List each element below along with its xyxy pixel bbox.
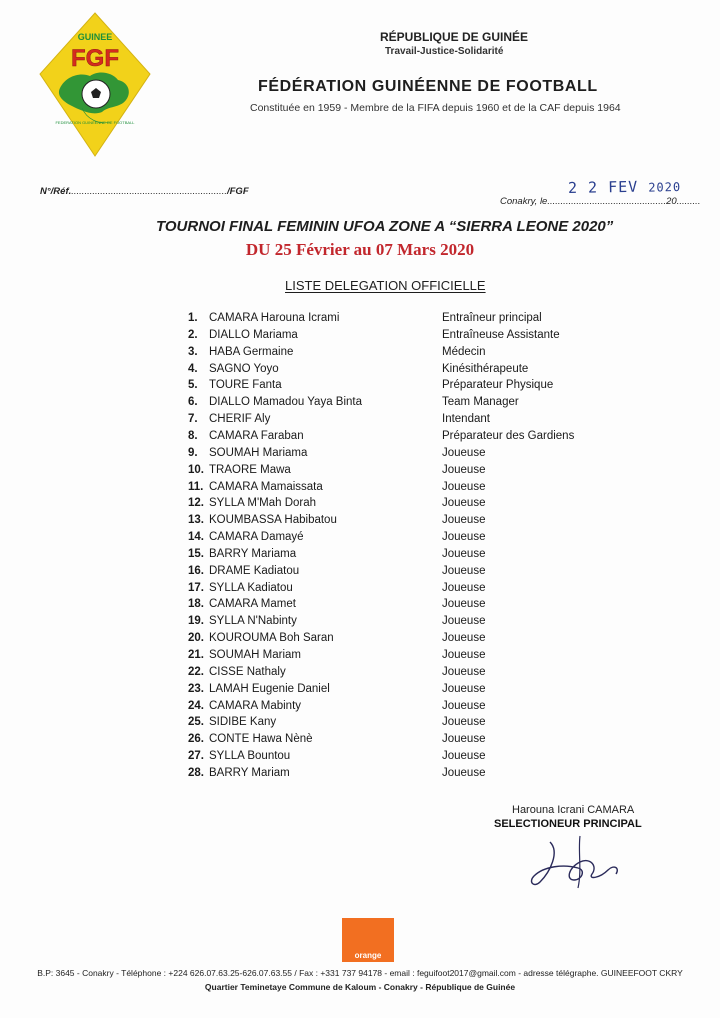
list-item (0, 514, 720, 531)
list-item (0, 346, 720, 363)
ref-dots: ........................................................... (71, 186, 227, 197)
list-item-name: SOUMAH Mariam (209, 649, 302, 661)
orange-sponsor-logo (342, 918, 394, 962)
list-item-number: 17. (188, 581, 204, 594)
footer-address: Quartier Teminetaye Commune de Kaloum - Conakry - République de Guinée (204, 982, 516, 992)
list-item-role: Intendant (442, 413, 490, 426)
stamp-day: 2 2 (567, 178, 599, 197)
list-item-number: 12. (188, 497, 204, 510)
list-item-number: 6. (188, 396, 198, 409)
list-item-role: Joueuse (442, 564, 486, 577)
list-item-name: BARRY Mariam (209, 766, 290, 779)
list-item (0, 632, 720, 649)
list-item-name: SYLLA Kadiatou (209, 581, 293, 594)
list-item-name: KOUMBASSA Habibatou (209, 514, 337, 527)
list-item-name: CISSE Nathaly (209, 665, 286, 678)
list-item (0, 329, 720, 346)
list-item-name: CONTE Hawa Nènè (209, 733, 313, 746)
signatory-title: SELECTIONEUR PRINCIPAL (494, 818, 642, 830)
list-item-number: 7. (188, 413, 198, 426)
list-item-role: Joueuse (442, 514, 486, 527)
list-item-number: 5. (188, 379, 198, 392)
list-item (0, 700, 720, 717)
ref-suffix: /FGF (226, 186, 249, 197)
list-item (0, 615, 720, 632)
list-item (0, 733, 720, 750)
list-item (0, 582, 720, 599)
list-item (0, 716, 720, 733)
list-item-name: DIALLO Mamadou Yaya Binta (209, 396, 362, 409)
list-item-role: Joueuse (442, 716, 486, 729)
list-item (0, 683, 720, 700)
list-item-name: BARRY Mariama (209, 547, 297, 560)
list-item (0, 481, 720, 498)
list-item-name: SIDIBE Kany (209, 716, 277, 729)
list-item-name: CAMARA Harouna Icrami (209, 312, 340, 324)
place-label: Conakry, le (500, 196, 548, 207)
list-item-role: Joueuse (442, 446, 486, 459)
list-item-role: Joueuse (442, 598, 486, 611)
list-item (0, 430, 720, 447)
list-item-name: DRAME Kadiatou (209, 564, 300, 577)
list-item (0, 598, 720, 615)
list-item (0, 379, 720, 396)
list-item-number: 3. (188, 345, 198, 358)
list-item-name: CAMARA Mamet (209, 598, 296, 611)
republic-title: RÉPUBLIQUE DE GUINÉE (380, 30, 529, 44)
list-item-role: Médecin (442, 345, 486, 358)
reference-line (40, 186, 249, 197)
list-item-role: Joueuse (442, 649, 486, 661)
list-item-name: CHERIF Aly (209, 413, 271, 426)
list-item-role: Joueuse (442, 733, 486, 746)
list-item-number: 18. (188, 598, 204, 611)
list-item (0, 767, 720, 784)
list-item-number: 1. (188, 312, 198, 324)
list-item (0, 413, 720, 430)
year-label: 20 (666, 196, 677, 207)
list-item (0, 447, 720, 464)
list-item (0, 531, 720, 548)
stamp-year: 2020 (648, 180, 682, 195)
federation-history: Constituée en 1959 - Membre de la FIFA depuis 1960 et de la CAF depuis 1964 (250, 102, 621, 114)
list-item (0, 548, 720, 565)
list-item (0, 464, 720, 481)
sponsor-name: orange (354, 951, 382, 960)
list-item-role: Kinésithérapeute (442, 362, 529, 375)
list-item-name: CAMARA Faraban (209, 429, 304, 442)
logo-country-text: GUINEE (77, 32, 113, 42)
list-item-name: SAGNO Yoyo (209, 362, 279, 375)
list-item-number: 16. (188, 564, 204, 577)
list-item-role: Joueuse (442, 547, 486, 560)
list-item-number: 8. (188, 429, 198, 442)
list-item-role: Joueuse (442, 750, 486, 763)
list-item-number: 13. (188, 514, 204, 527)
list-item (0, 396, 720, 413)
year-dots: ......... (676, 196, 701, 207)
list-item (0, 312, 720, 329)
national-motto: Travail-Justice-Solidarité (385, 46, 504, 57)
list-item-number: 27. (188, 750, 204, 763)
list-item-role: Joueuse (442, 615, 486, 628)
list-item-role: Joueuse (442, 480, 486, 493)
list-item (0, 497, 720, 514)
list-item-number: 23. (188, 682, 204, 695)
list-item-name: KOUROUMA Boh Saran (209, 632, 334, 645)
list-item-number: 21. (188, 649, 204, 661)
list-item (0, 649, 720, 666)
list-item-name: TRAORE Mawa (209, 463, 291, 476)
list-item-role: Préparateur Physique (442, 379, 554, 392)
fgf-logo (36, 10, 154, 160)
list-item-role: Joueuse (442, 463, 486, 476)
list-item (0, 363, 720, 380)
handwritten-signature (520, 822, 640, 902)
list-item-name: HABA Germaine (209, 345, 294, 358)
date-line (500, 196, 700, 207)
list-item-role: Joueuse (442, 766, 486, 779)
signatory-name: Harouna Icrani CAMARA (512, 804, 635, 816)
list-item-number: 9. (188, 446, 198, 459)
list-item-name: CAMARA Mabinty (209, 699, 302, 712)
list-item-name: CAMARA Damayé (209, 531, 304, 544)
list-item-name: LAMAH Eugenie Daniel (209, 682, 330, 695)
list-item-number: 14. (188, 531, 204, 544)
list-item-number: 28. (188, 766, 204, 779)
list-item-role: Entraîneur principal (442, 312, 542, 324)
list-item-role: Team Manager (442, 396, 519, 409)
list-item-number: 20. (188, 632, 204, 645)
list-item-name: SYLLA N'Nabinty (209, 615, 297, 628)
list-item-name: DIALLO Mariama (209, 328, 298, 341)
list-item-role: Entraîneuse Assistante (442, 328, 560, 341)
list-item-number: 15. (188, 547, 204, 560)
tournament-dates: DU 25 Février au 07 Mars 2020 (245, 240, 475, 259)
list-item-name: SOUMAH Mariama (209, 446, 308, 459)
list-item-role: Joueuse (442, 497, 486, 510)
list-item-role: Joueuse (442, 632, 486, 645)
list-item-role: Joueuse (442, 665, 486, 678)
list-item (0, 565, 720, 582)
place-dots: ............................................. (547, 196, 667, 207)
list-item-number: 4. (188, 362, 198, 375)
list-item-number: 10. (188, 463, 204, 476)
list-item (0, 666, 720, 683)
ref-label: N°/Réf. (40, 186, 72, 197)
list-item-number: 2. (188, 328, 198, 341)
list-item-name: CAMARA Mamaissata (209, 480, 323, 493)
list-item-role: Joueuse (442, 682, 486, 695)
list-item-number: 25. (188, 716, 204, 729)
list-item-name: TOURE Fanta (209, 379, 282, 392)
list-item-role: Joueuse (442, 581, 486, 594)
list-item-number: 24. (188, 699, 204, 712)
list-item-name: SYLLA M'Mah Dorah (209, 497, 317, 510)
list-item-role: Joueuse (442, 699, 486, 712)
logo-ring-text: FEDERATION GUINEENNE DE FOOTBALL (55, 120, 135, 125)
footer-contact: B.P: 3645 - Conakry - Téléphone : +224 626.07.63.25-626.07.63.55 / Fax : +331 737 94178 - email : feguifoot2017@gmail.com - adresse télégraphe. GUINEEFOOT CKRY (37, 968, 683, 978)
list-item-number: 26. (188, 733, 204, 746)
list-item-role: Préparateur des Gardiens (442, 429, 575, 442)
date-stamp (568, 177, 681, 197)
stamp-month: FEV (607, 177, 639, 197)
list-title: LISTE DELEGATION OFFICIELLE (285, 278, 486, 293)
list-item-name: SYLLA Bountou (209, 750, 291, 763)
list-item-role: Joueuse (442, 531, 486, 544)
list-item-number: 11. (188, 480, 204, 493)
tournament-title: TOURNOI FINAL FEMININ UFOA ZONE A “SIERRA LEONE 2020” (156, 218, 614, 235)
list-item-number: 19. (188, 615, 204, 628)
federation-name: FÉDÉRATION GUINÉENNE DE FOOTBALL (258, 78, 598, 95)
logo-letters: FGF (71, 45, 119, 72)
list-item (0, 750, 720, 767)
list-item-number: 22. (188, 665, 204, 678)
